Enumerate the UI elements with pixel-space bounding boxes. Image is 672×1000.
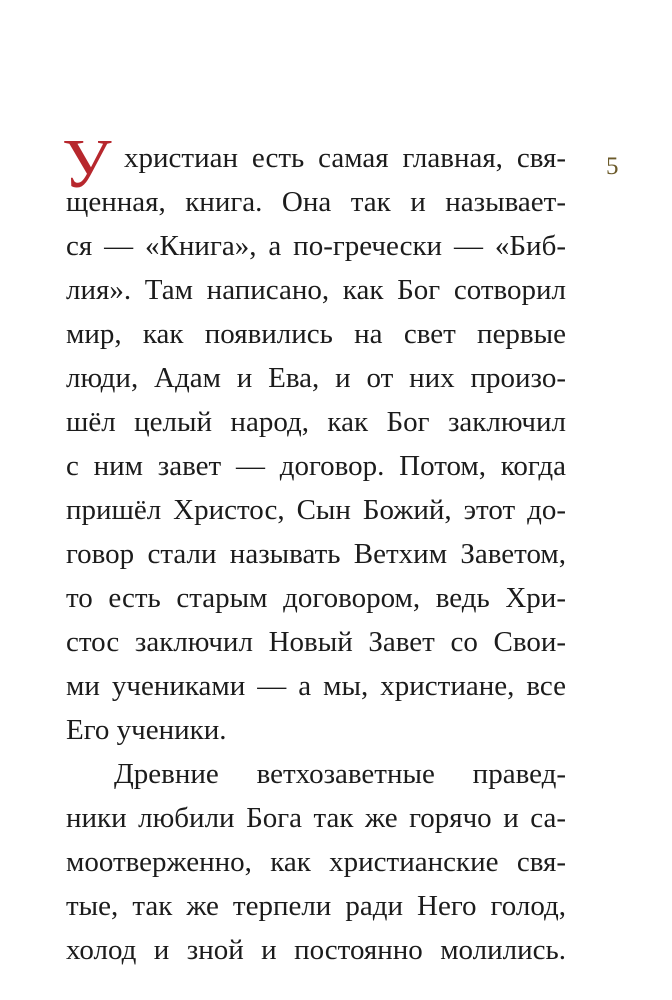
text-line: щенная, книга. Она так и называет-: [66, 186, 566, 218]
text-line: мир, как появились на свет первые: [66, 318, 566, 350]
text-line: лия». Там написано, как Бог сотворил: [66, 274, 566, 306]
text-line: стос заключил Новый Завет со Свои-: [66, 626, 566, 658]
text-line: ники любили Бога так же горячо и са-: [66, 802, 566, 834]
text-line: холод и зной и постоянно молились.: [66, 934, 566, 966]
text-line: ся — «Книга», а по-гречески — «Биб-: [66, 230, 566, 262]
text-line: с ним завет — договор. Потом, когда: [66, 450, 566, 482]
text-line: шёл целый народ, как Бог заключил: [66, 406, 566, 438]
drop-cap-letter: У: [62, 126, 112, 203]
text-line: ми учениками — а мы, христиане, все: [66, 670, 566, 702]
paragraph-2: [66, 752, 566, 972]
text-line: то есть старым договором, ведь Хри-: [66, 582, 566, 614]
text-line: пришёл Христос, Сын Божий, этот до-: [66, 494, 566, 526]
text-line: тые, так же терпели ради Него голод,: [66, 890, 566, 922]
text-line: говор стали называть Ветхим Заветом,: [66, 538, 566, 570]
paragraph-1: [66, 136, 566, 752]
text-line: Его ученики.: [66, 714, 227, 746]
text-line: Древние ветхозаветные правед-: [114, 758, 566, 790]
text-line: моотверженно, как христианские свя-: [66, 846, 566, 878]
text-line: христиан есть самая главная, свя-: [124, 142, 566, 174]
text-line: люди, Адам и Ева, и от них произо-: [66, 362, 566, 394]
page-number: 5: [606, 153, 619, 180]
body-text: [62, 126, 566, 972]
